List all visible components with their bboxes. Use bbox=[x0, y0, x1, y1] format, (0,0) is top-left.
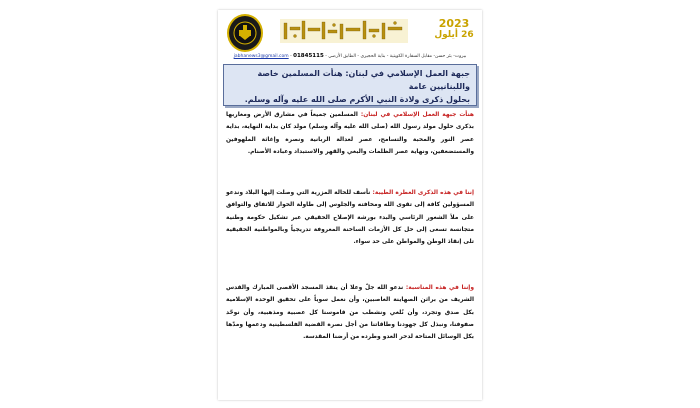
organization-name-banner bbox=[280, 14, 408, 48]
paragraph-national-call bbox=[226, 187, 474, 248]
address-text: بيروت- بئر حسن- مقابل السفارة الكويتية - بناية الحجيري - الطابق الأرضي bbox=[328, 54, 467, 59]
headline-line-2: بحلول ذكرى ولادة النبي الأكرم صلى الله عليه وآله وسلم. bbox=[244, 95, 470, 104]
paragraph-body: نأسف للحالة المزرية التي وصلت إليها البلاد وندعو المسؤولين كافة إلى تقوى الله ومخافته والجلوس إلى طاولة الحوار للاتفاق والتوافق على ملأ الشغور الرئاسي والبدء بورشة الإصلاح الحقيقي عبر تشكيل حكومة وطنية متجانسة تسعى إلى حل كل الأزمات الساخنة المعروفة تدريجياً وبالمواطنية الحقيقية تلى إنقاذ الوطن والمواطن على حد سواء. bbox=[226, 190, 474, 246]
paragraph-lead: وإننا في هذه المناسبة: bbox=[405, 285, 474, 291]
date-day: 26 أيلول bbox=[434, 30, 474, 40]
paragraph-body: المسلمين جميعاً في مشارق الأرض ومغاربها بذكرى حلول مولد رسول الله (صلى الله عليه وآله وسلم) مولد كان بداية النهاية، بداية عصر النور والمحبة والتسامح، عصر لعدالة الربانية ونصرة وإغاثة الملهوفين والمستضعفين، ونهاية عصر الظلمات والبغي والقهر والاستبداد وعبادة الأصنام. bbox=[226, 112, 474, 155]
contact-line: بيروت- بئر حسن- مقابل السفارة الكويتية - بناية الحجيري - الطابق الأرضي - 01845115 - jabhanews3@gmail.com bbox=[233, 53, 467, 59]
document-page bbox=[218, 10, 482, 400]
organization-logo bbox=[227, 14, 263, 52]
phone-number: 01845115 bbox=[293, 53, 324, 59]
paragraph-congratulations bbox=[226, 109, 474, 158]
email-link[interactable]: jabhanews3@gmail.com bbox=[233, 54, 289, 59]
headline-box bbox=[223, 64, 477, 106]
paragraph-unity-call bbox=[226, 282, 474, 343]
headline-line-1: جبهة العمل الإسلامي في لبنان: هنأت المسلمين خاصة واللبنانيين عامة bbox=[257, 69, 470, 91]
paragraph-lead: إننا في هذه الذكرى العطرة الطيبة: bbox=[372, 190, 474, 196]
date-year: 2023 bbox=[438, 17, 470, 30]
emblem-icon bbox=[233, 21, 257, 45]
issue-date bbox=[434, 18, 474, 41]
paragraph-body: ندعو الله جلّ وعلا أن ينقذ المسجد الأقصى المبارك والقدس الشريف من براثن الصهاينة الغاصبين، وأن نعمل سوياً على تحقيق الوحدة الإسلامية بكل صدق وتجرد، وأن نُلغي ونشطب من قاموسنا كل عصبية ومذهبية، وأن نوحّد صفوفنا، ونبذل كل جهودنا وطاقاتنا من أجل نصرة القضية الفلسطينية ودعمها ومدّها بكل الوسائل المتاحة لدحر العدو وطرده من أرضنا المقدسة. bbox=[226, 285, 474, 341]
paragraph-lead: هنأت جبهة العمل الإسلامي في لبنان: bbox=[360, 112, 474, 118]
